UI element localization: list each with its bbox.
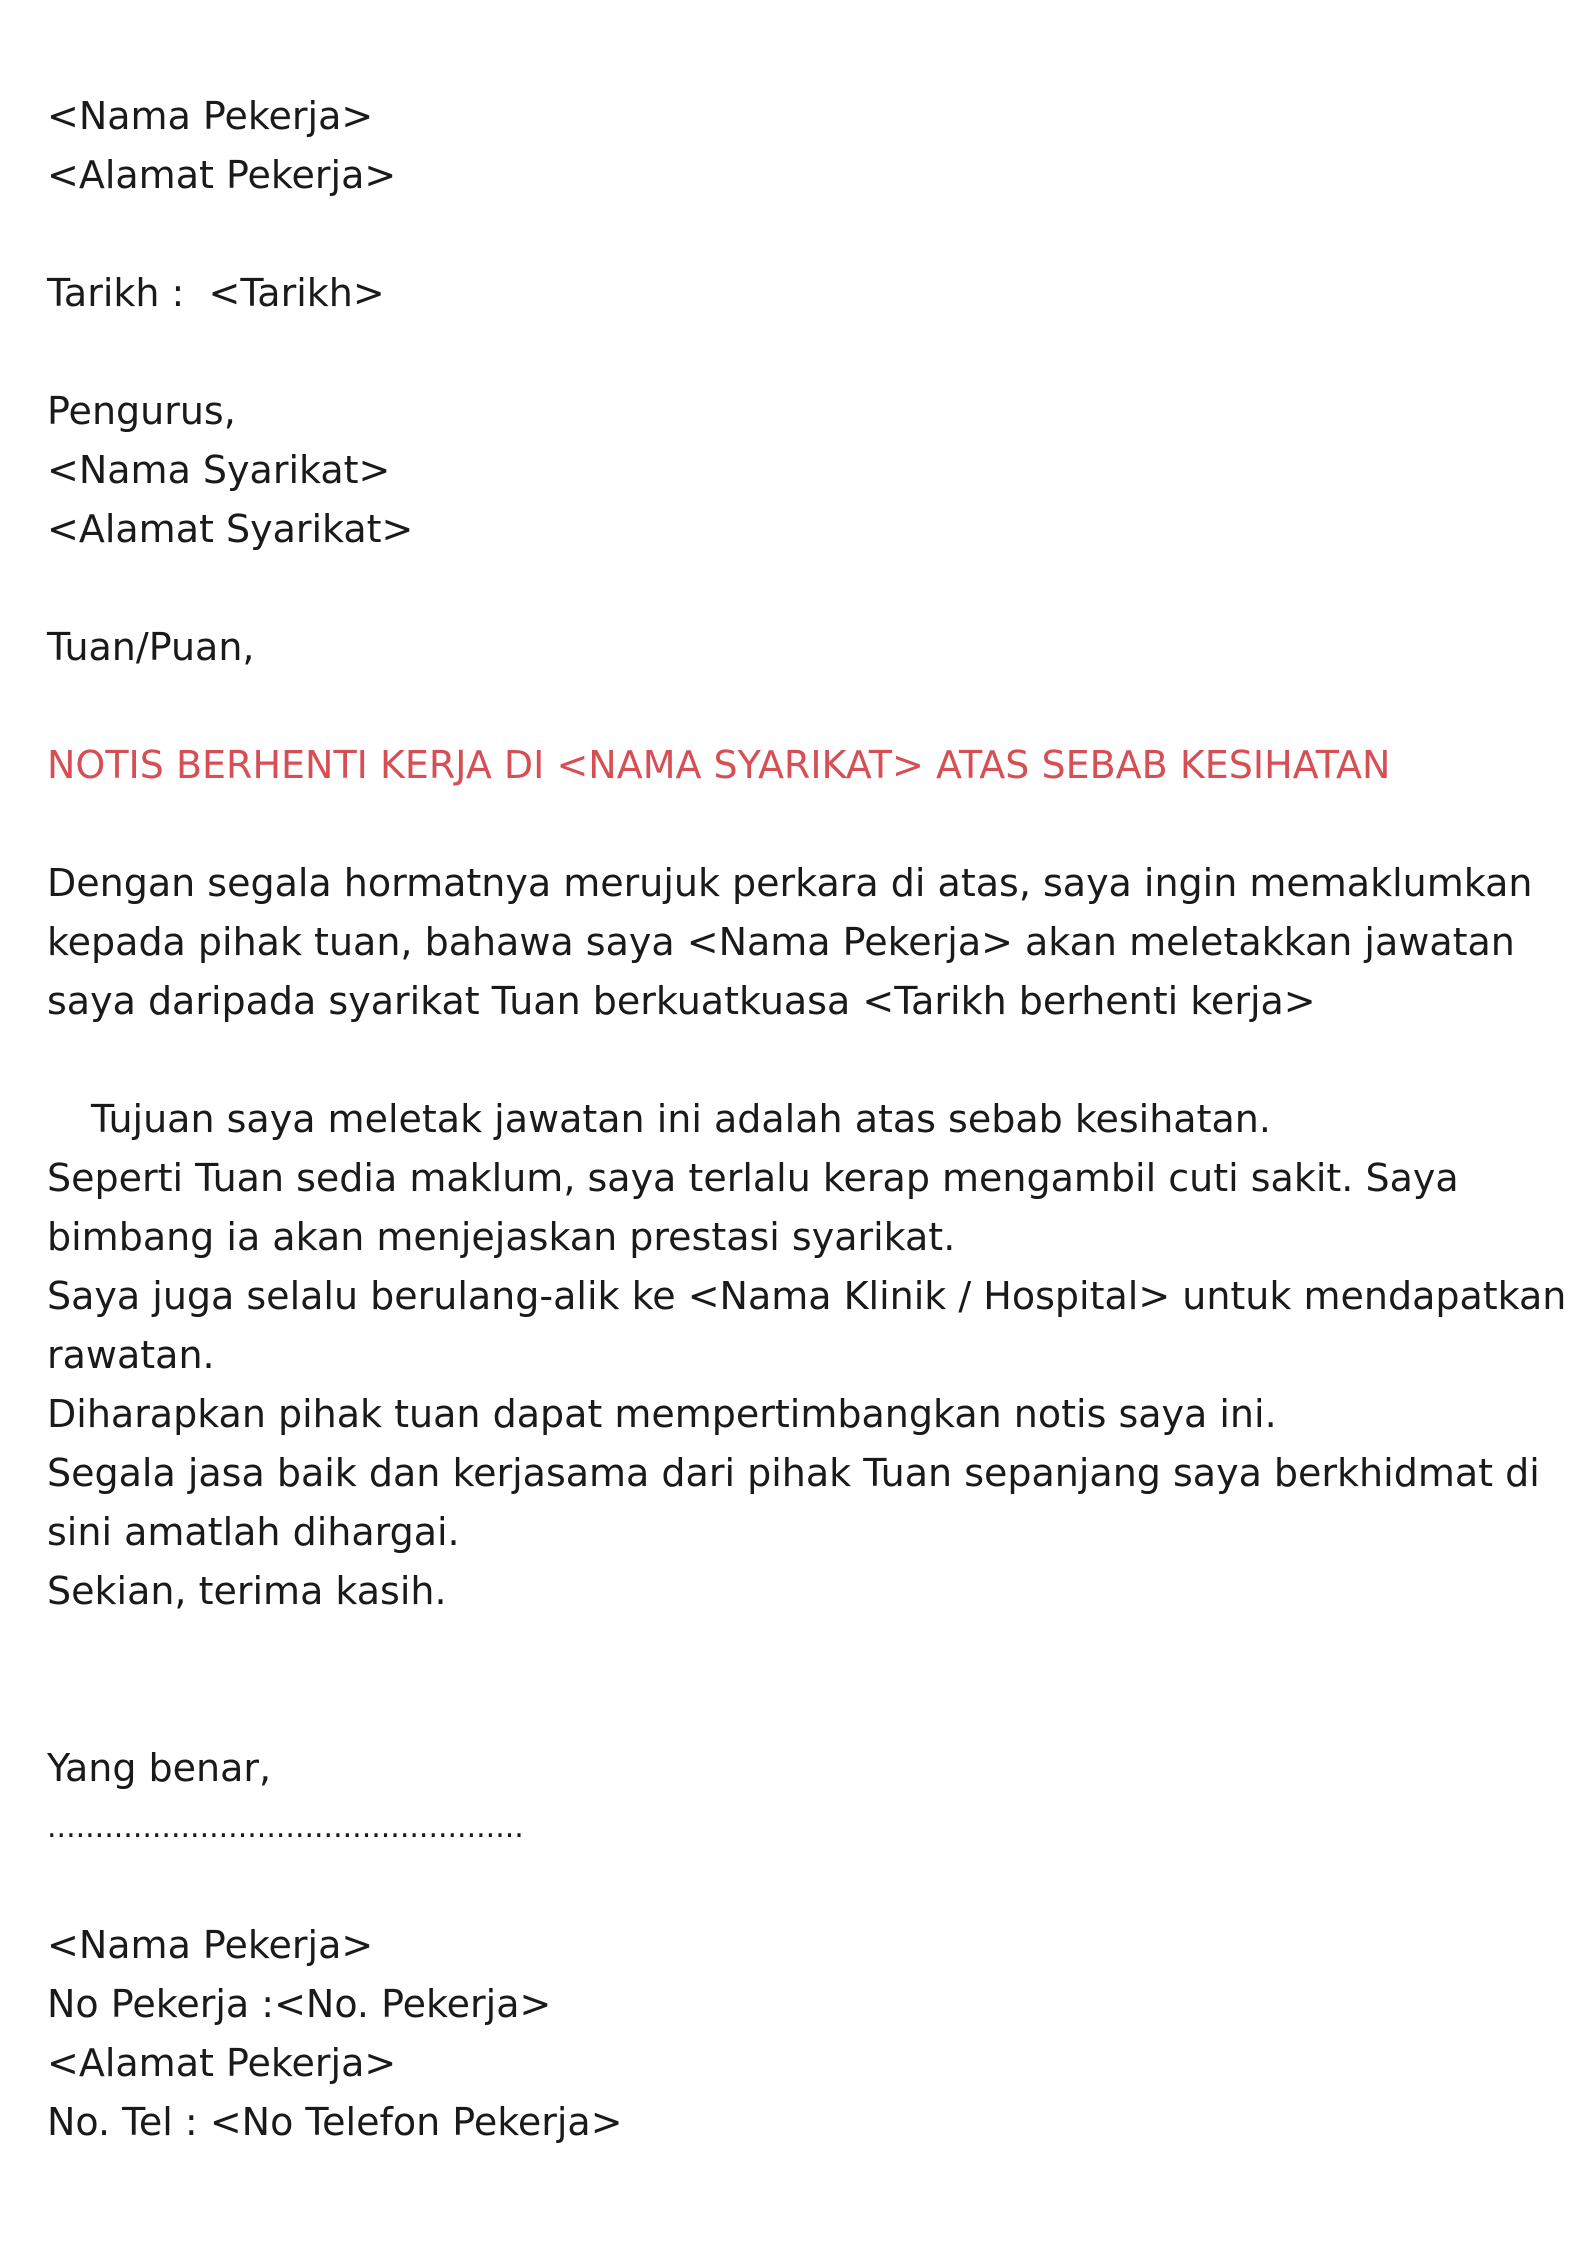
paragraph-line: bimbang ia akan menjejaskan prestasi syarikat. xyxy=(47,1215,956,1259)
sender-name: <Nama Pekerja> xyxy=(47,94,374,138)
salutation: Tuan/Puan, xyxy=(47,625,255,669)
paragraph-line: Saya juga selalu berulang-alik ke <Nama Klinik / Hospital> untuk mendapatkan xyxy=(47,1274,1567,1318)
letter xyxy=(47,87,1567,2152)
signature-phone: No. Tel : <No Telefon Pekerja> xyxy=(47,2100,623,2144)
signature-line: .................................................. xyxy=(47,1810,524,1845)
paragraph-line: Tujuan saya meletak jawatan ini adalah atas sebab kesihatan. xyxy=(91,1097,1271,1141)
paragraph-line: Segala jasa baik dan kerjasama dari pihak Tuan sepanjang saya berkhidmat di xyxy=(47,1451,1540,1495)
recipient-company: <Nama Syarikat> xyxy=(47,448,391,492)
recipient-address: <Alamat Syarikat> xyxy=(47,507,414,551)
paragraph-line: Seperti Tuan sedia maklum, saya terlalu kerap mengambil cuti sakit. Saya xyxy=(47,1156,1459,1200)
paragraph-line: rawatan. xyxy=(47,1333,215,1377)
date-line: Tarikh : <Tarikh> xyxy=(47,271,385,315)
sender-address: <Alamat Pekerja> xyxy=(47,153,397,197)
paragraph-line: saya daripada syarikat Tuan berkuatkuasa <Tarikh berhenti kerja> xyxy=(47,979,1316,1023)
paragraph-line: Dengan segala hormatnya merujuk perkara di atas, saya ingin memaklumkan xyxy=(47,861,1533,905)
paragraph-line: kepada pihak tuan, bahawa saya <Nama Pekerja> akan meletakkan jawatan xyxy=(47,920,1515,964)
sender-block xyxy=(47,87,1547,205)
signature-block xyxy=(47,1916,1547,2152)
signature-address: <Alamat Pekerja> xyxy=(47,2041,397,2085)
subject-heading: NOTIS BERHENTI KERJA DI <NAMA SYARIKAT> ATAS SEBAB KESIHATAN xyxy=(47,743,1391,787)
closing: Yang benar, xyxy=(47,1746,272,1790)
signature-employee-no: No Pekerja :<No. Pekerja> xyxy=(47,1982,552,2026)
paragraph-line: Diharapkan pihak tuan dapat mempertimbangkan notis saya ini. xyxy=(47,1392,1277,1436)
recipient-block xyxy=(47,382,1547,559)
paragraph-reason xyxy=(47,1090,1567,1621)
paragraph-intro xyxy=(47,854,1547,1031)
paragraph-line: Sekian, terima kasih. xyxy=(47,1569,447,1613)
recipient-title: Pengurus, xyxy=(47,389,236,433)
paragraph-line: sini amatlah dihargai. xyxy=(47,1510,460,1554)
signature-name: <Nama Pekerja> xyxy=(47,1923,374,1967)
